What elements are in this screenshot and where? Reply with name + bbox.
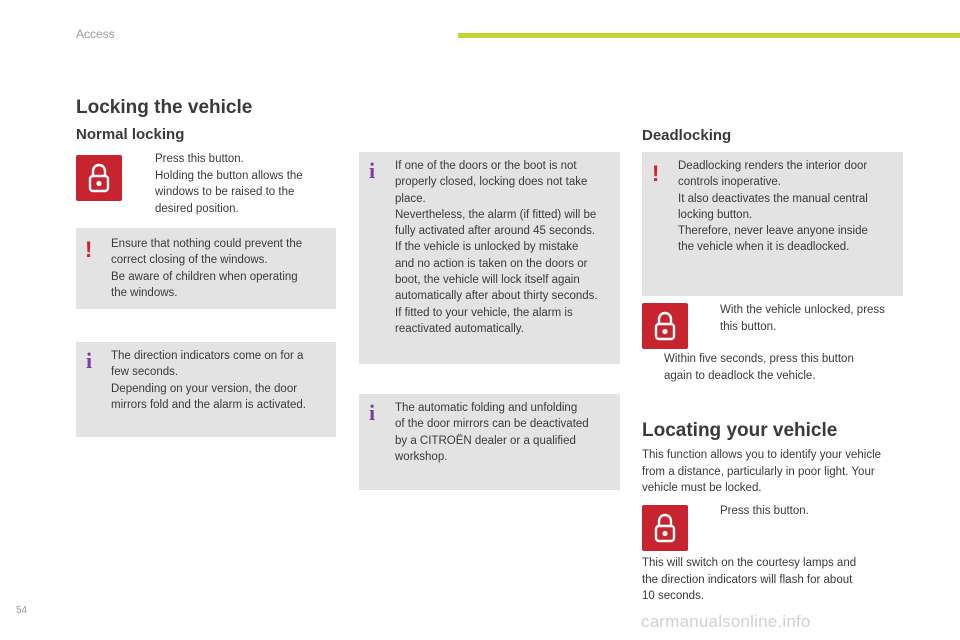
page-title: Locking the vehicle (76, 97, 253, 118)
deadlocking-step-2: Within five seconds, press this button again to deadlock the vehicle. (664, 353, 854, 382)
info-box-mirrors: i The automatic folding and unfolding of the door mirrors can be deactivated by a CITROËN dealer or a qualified workshop. (359, 394, 620, 490)
info-box-indicators: i The direction indicators come on for a few seconds. Depending on your version, the door mirrors fold and the alarm is activated. (76, 342, 336, 437)
locating-intro: This function allows you to identify your vehicle from a distance, particularly in poor light. Your vehicle must be locked. (642, 449, 882, 494)
normal-locking-step: Press this button. Holding the button allows the windows to be raised to the desired position. (155, 153, 303, 215)
info-icon: i (369, 158, 376, 183)
warning-icon: ! (85, 237, 93, 262)
header-rule (458, 33, 960, 38)
page-number: 54 (16, 605, 28, 616)
lock-button (642, 505, 688, 551)
warning-icon: ! (652, 161, 660, 186)
lock-icon (76, 155, 122, 201)
locating-outro: This will switch on the courtesy lamps and the direction indicators will flash for about 10 seconds. (642, 557, 857, 602)
normal-locking-heading: Normal locking (76, 126, 185, 143)
info-icon: i (369, 400, 376, 425)
lock-icon (642, 505, 688, 551)
info-icon: i (86, 348, 93, 373)
deadlocking-step-1: With the vehicle unlocked, press this button. (720, 304, 885, 333)
locating-heading: Locating your vehicle (642, 420, 838, 441)
warning-box-windows: ! Ensure that nothing could prevent the correct closing of the windows. Be aware of children when operating the windows. (76, 228, 336, 309)
warning-box-deadlocking: ! Deadlocking renders the interior door controls inoperative. It also deactivates the manual central locking button. Therefore, never leave anyone inside the vehicle when it is deadlocked. (642, 152, 903, 296)
info-box-doors: i If one of the doors or the boot is not properly closed, locking does not take place. Nevertheless, the alarm (if fitted) will be fully activated after around 45 seconds. If the vehicle is unlocked by mistake and no action is taken on the doors or boot, the vehicle will lock itself again automatically after about thirty seconds. If fitted to your vehicle, the alarm is reactivated automatically. (359, 152, 620, 364)
watermark: carmanualsonline.info (641, 612, 811, 631)
deadlocking-heading: Deadlocking (642, 127, 732, 144)
section-title: Access (76, 27, 115, 41)
lock-button (76, 155, 122, 201)
locating-step: Press this button. (720, 505, 809, 517)
lock-button (642, 303, 688, 349)
lock-icon (642, 303, 688, 349)
